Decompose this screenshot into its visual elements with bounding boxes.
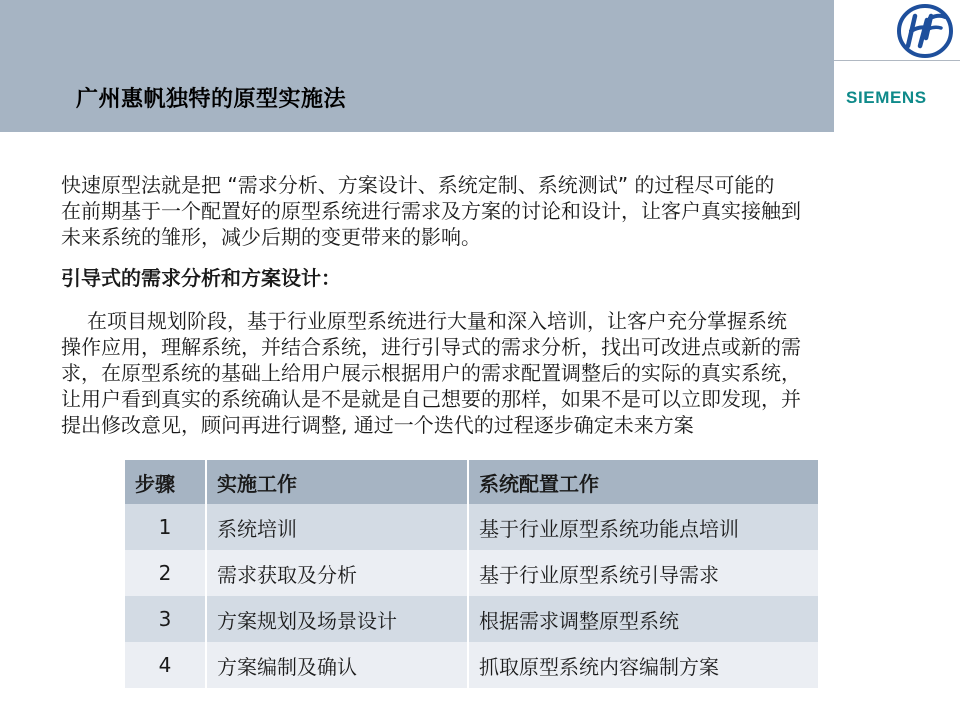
hf-circle-logo-icon <box>893 2 957 60</box>
siemens-logo: SIEMENS <box>846 88 927 107</box>
steps-table <box>125 460 818 688</box>
section-subheading: 引导式的需求分析和方案设计： <box>61 266 341 290</box>
detail-line: 提出修改意见，顾问再进行调整, 通过一个迭代的过程逐步确定未来方案 <box>61 413 694 437</box>
implementation-cell: 方案编制及确认 <box>206 642 468 688</box>
config-cell: 基于行业原型系统引导需求 <box>468 550 818 596</box>
table-row <box>125 596 818 642</box>
detail-line-text: 在项目规划阶段，基于行业原型系统进行大量和深入培训，让客户充分掌握系统 <box>87 309 787 333</box>
intro-line: 未来系统的雏形，减少后期的变更带来的影响。 <box>61 225 481 249</box>
intro-line: 在前期基于一个配置好的原型系统进行需求及方案的讨论和设计，让客户真实接触到 <box>61 199 801 223</box>
header-system-config-work: 系统配置工作 <box>468 460 818 504</box>
config-cell: 基于行业原型系统功能点培训 <box>468 504 818 550</box>
intro-line: 快速原型法就是把 “需求分析、方案设计、系统定制、系统测试” 的过程尽可能的 <box>61 173 775 197</box>
table-row <box>125 550 818 596</box>
implementation-cell: 需求获取及分析 <box>206 550 468 596</box>
table-row <box>125 504 818 550</box>
detail-paragraph <box>61 308 901 438</box>
implementation-cell: 系统培训 <box>206 504 468 550</box>
config-cell: 根据需求调整原型系统 <box>468 596 818 642</box>
implementation-cell: 方案规划及场景设计 <box>206 596 468 642</box>
intro-paragraph <box>61 172 901 250</box>
detail-line: 让用户看到真实的系统确认是不是就是自己想要的那样，如果不是可以立即发现，并 <box>61 387 801 411</box>
page-title: 广州惠帆独特的原型实施法 <box>76 87 347 112</box>
step-number: 2 <box>125 550 206 596</box>
config-cell: 抓取原型系统内容编制方案 <box>468 642 818 688</box>
detail-line: 操作应用，理解系统，并结合系统，进行引导式的需求分析，找出可改进点或新的需 <box>61 335 801 359</box>
step-number: 4 <box>125 642 206 688</box>
table-row <box>125 642 818 688</box>
detail-line: 求，在原型系统的基础上给用户展示根据用户的需求配置调整后的实际的真实系统， <box>61 361 801 385</box>
logo-divider <box>834 60 960 61</box>
detail-line <box>61 308 901 334</box>
step-number: 1 <box>125 504 206 550</box>
step-number: 3 <box>125 596 206 642</box>
header-implementation-work: 实施工作 <box>206 460 468 504</box>
header-step: 步骤 <box>125 460 206 504</box>
table-header-row <box>125 460 818 504</box>
